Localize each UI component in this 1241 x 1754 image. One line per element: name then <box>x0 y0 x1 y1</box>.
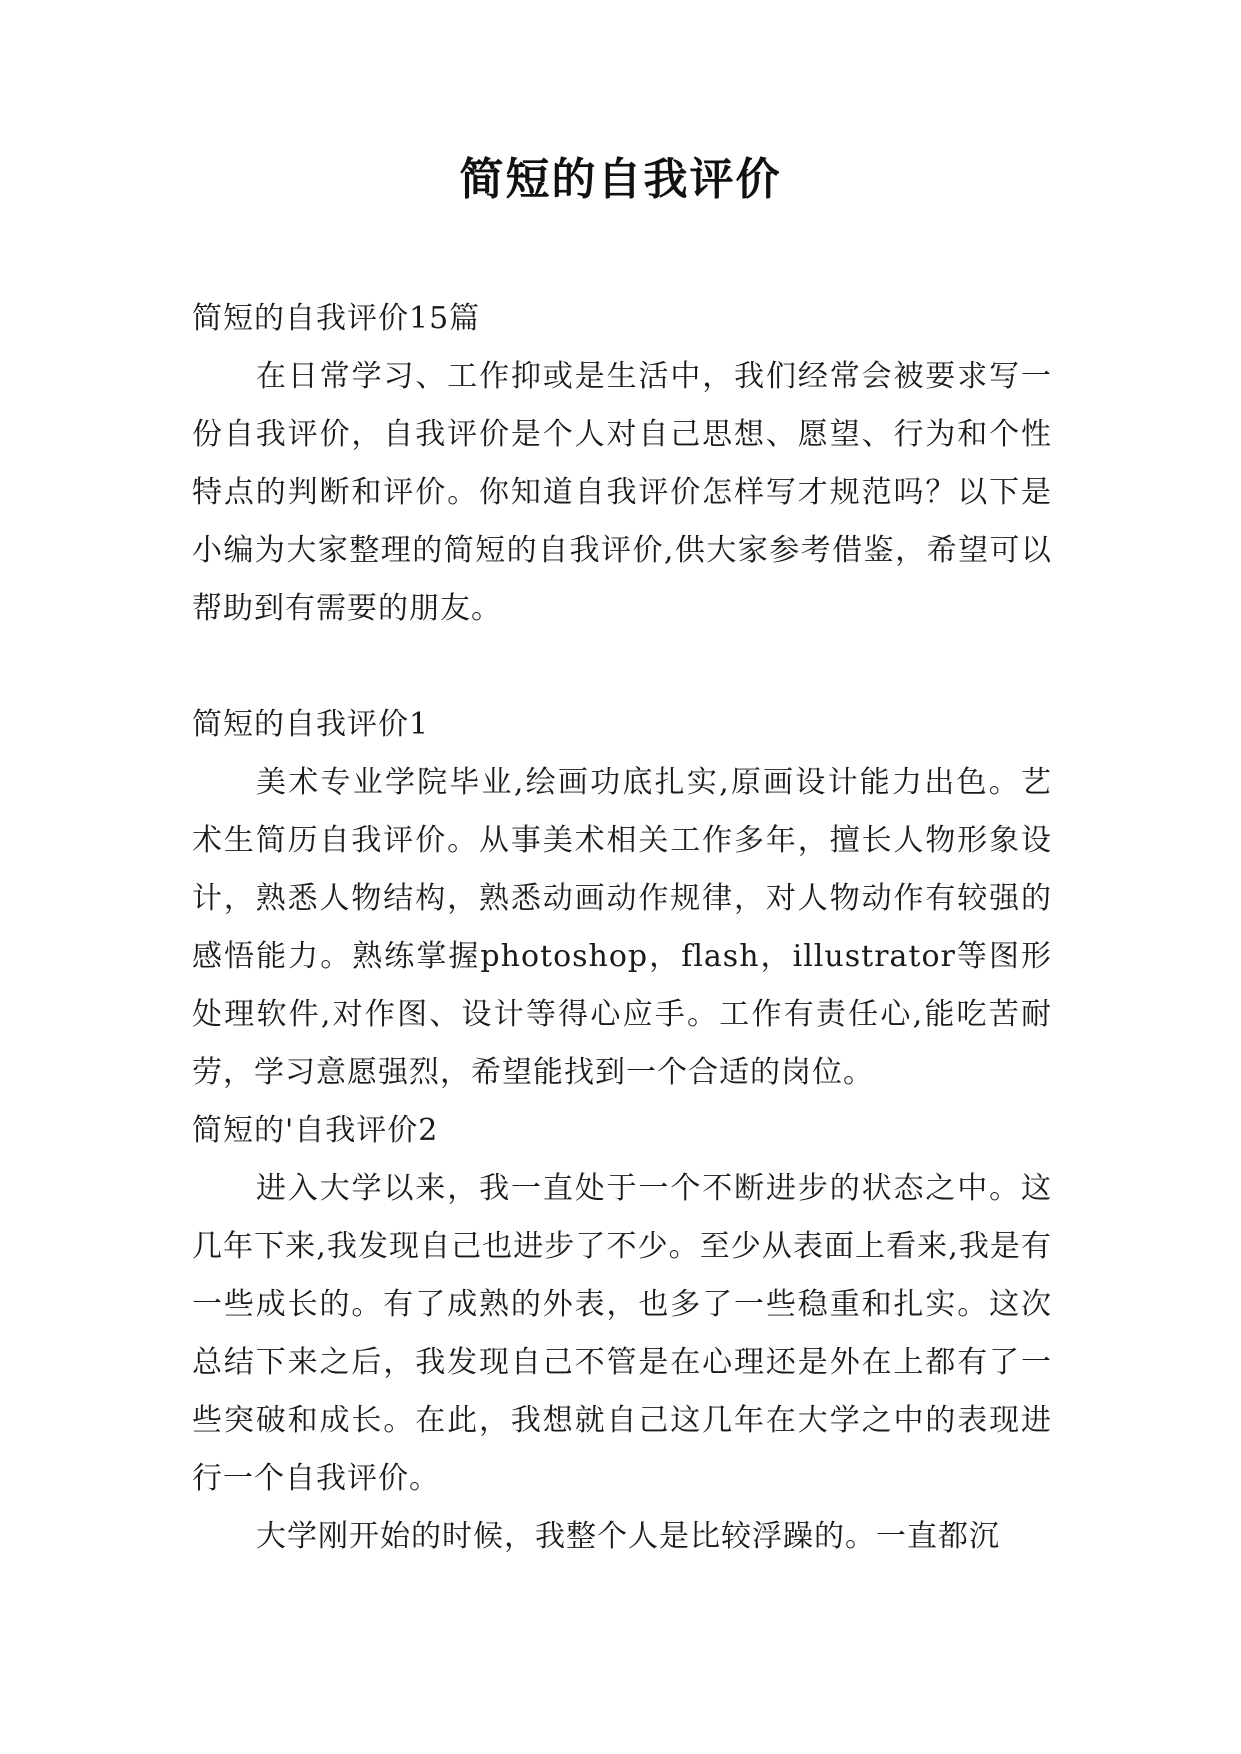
section-1-paragraph: 美术专业学院毕业,绘画功底扎实,原画设计能力出色。艺术生简历自我评价。从事美术相关工作多年，擅长人物形象设计，熟悉人物结构，熟悉动画动作规律，对人物动作有较强的感悟能力。熟练掌握photoshop，flash，illustrator等图形处理软件,对作图、设计等得心应手。工作有责任心,能吃苦耐劳，学习意愿强烈，希望能找到一个合适的岗位。 <box>192 765 1052 1090</box>
section-2-paragraph-1: 进入大学以来，我一直处于一个不断进步的状态之中。这几年下来,我发现自己也进步了不少。至少从表面上看来,我是有一些成长的。有了成熟的外表，也多了一些稳重和扎实。这次总结下来之后，我发现自己不管是在心理还是外在上都有了一些突破和成长。在此，我想就自己这几年在大学之中的表现进行一个自我评价。 <box>192 1171 1052 1496</box>
document-body <box>192 290 1052 1566</box>
document-title: 简短的自我评价 <box>459 154 782 205</box>
section-heading-1: 简短的自我评价1 <box>192 707 430 742</box>
section-spacer <box>192 638 1052 696</box>
section-heading-2: 简短的'自我评价2 <box>192 1113 439 1148</box>
section-2-paragraph-2: 大学刚开始的时候，我整个人是比较浮躁的。一直都沉 <box>256 1519 1000 1554</box>
intro-paragraph: 在日常学习、工作抑或是生活中，我们经常会被要求写一份自我评价，自我评价是个人对自己思想、愿望、行为和个性特点的判断和评价。你知道自我评价怎样写才规范吗？以下是小编为大家整理的简短的自我评价,供大家参考借鉴，希望可以帮助到有需要的朋友。 <box>192 359 1052 626</box>
document-subtitle: 简短的自我评价15篇 <box>192 301 481 336</box>
